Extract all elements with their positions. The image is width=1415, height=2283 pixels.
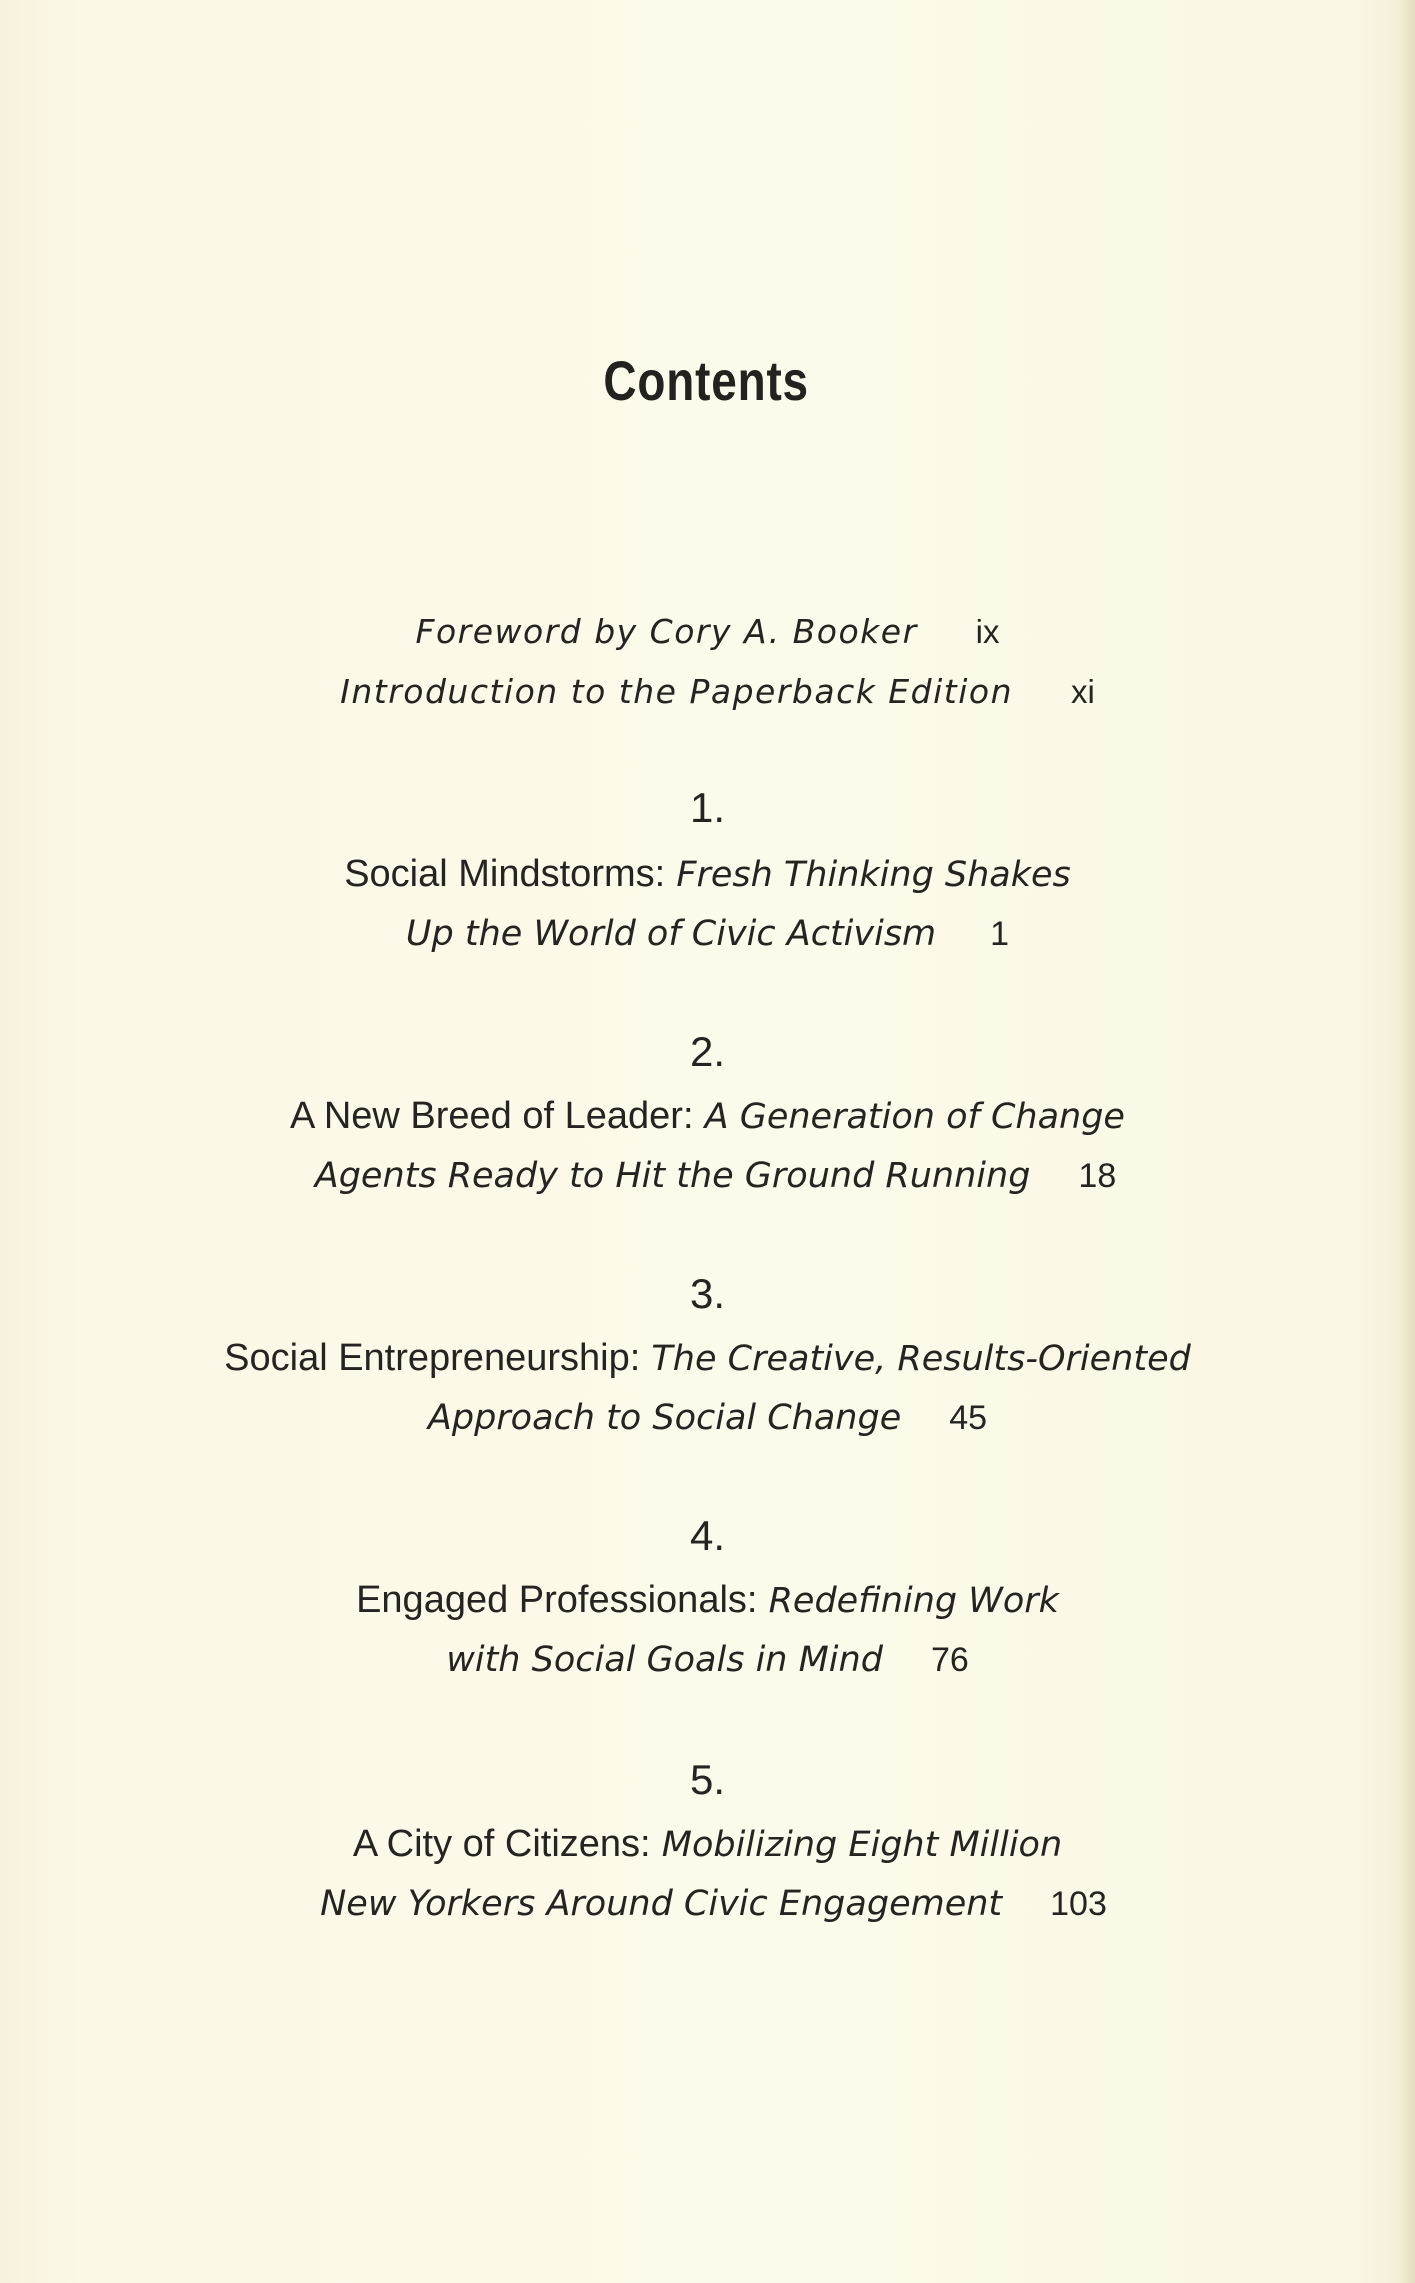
- chapter-subtitle-line: [0, 1396, 1415, 1440]
- chapter-subtitle-line: [6, 1882, 1415, 1926]
- toc-entry-foreword: [0, 610, 1415, 654]
- chapter-number: 2.: [689, 1028, 726, 1075]
- toc-page-number: 45: [949, 1399, 988, 1437]
- chapter-number: 3.: [689, 1270, 726, 1317]
- chapter-title-line: [0, 1336, 1415, 1381]
- chapter-subtitle: Redefining Work: [768, 1581, 1059, 1621]
- toc-page-number: 103: [1050, 1885, 1107, 1923]
- page-edge-shadow: [1399, 0, 1415, 2283]
- chapter-subtitle-line: [8, 1154, 1415, 1198]
- chapter-subtitle: Up the World of Civic Activism: [405, 914, 937, 954]
- chapter-subtitle: The Creative, Results-Oriented: [651, 1339, 1191, 1379]
- chapter-label: Social Mindstorms:: [344, 853, 666, 895]
- chapter-subtitle: Approach to Social Change: [427, 1398, 902, 1438]
- toc-page-number: 18: [1078, 1157, 1117, 1195]
- toc-page-number: 76: [930, 1641, 969, 1679]
- chapter-label: Engaged Professionals:: [356, 1579, 758, 1621]
- chapter-subtitle: Fresh Thinking Shakes: [676, 855, 1071, 895]
- chapter-subtitle: with Social Goals in Mind: [446, 1640, 883, 1680]
- chapter-title-line: [0, 1578, 1415, 1623]
- chapter-subtitle-line: [0, 912, 1415, 956]
- chapter-title-line: [0, 852, 1415, 897]
- chapter-title-line: [0, 1822, 1415, 1867]
- toc-entry-title: Introduction to the Paperback Edition: [340, 672, 1013, 711]
- toc-entry-title: Foreword by Cory A. Booker: [415, 612, 918, 651]
- chapter-subtitle: New Yorkers Around Civic Engagement: [320, 1884, 1003, 1924]
- page-title: Contents: [603, 349, 809, 412]
- chapter-number: 4.: [689, 1512, 726, 1559]
- toc-page-number: xi: [1071, 673, 1095, 710]
- chapter-label: Social Entrepreneurship:: [224, 1337, 641, 1379]
- chapter-title-line: [0, 1094, 1415, 1139]
- toc-entry-introduction: [10, 670, 1415, 714]
- chapter-subtitle: Agents Ready to Hit the Ground Running: [314, 1156, 1031, 1196]
- chapter-subtitle: A Generation of Change: [704, 1097, 1125, 1137]
- chapter-subtitle: Mobilizing Eight Million: [661, 1825, 1063, 1865]
- chapter-number: 1.: [689, 784, 726, 831]
- chapter-label: A New Breed of Leader:: [290, 1095, 694, 1137]
- chapter-number: 5.: [689, 1756, 726, 1803]
- chapter-label: A City of Citizens:: [352, 1823, 651, 1865]
- chapter-subtitle-line: [0, 1638, 1415, 1682]
- toc-page-number: 1: [990, 915, 1010, 953]
- toc-page-number: ix: [975, 613, 1000, 650]
